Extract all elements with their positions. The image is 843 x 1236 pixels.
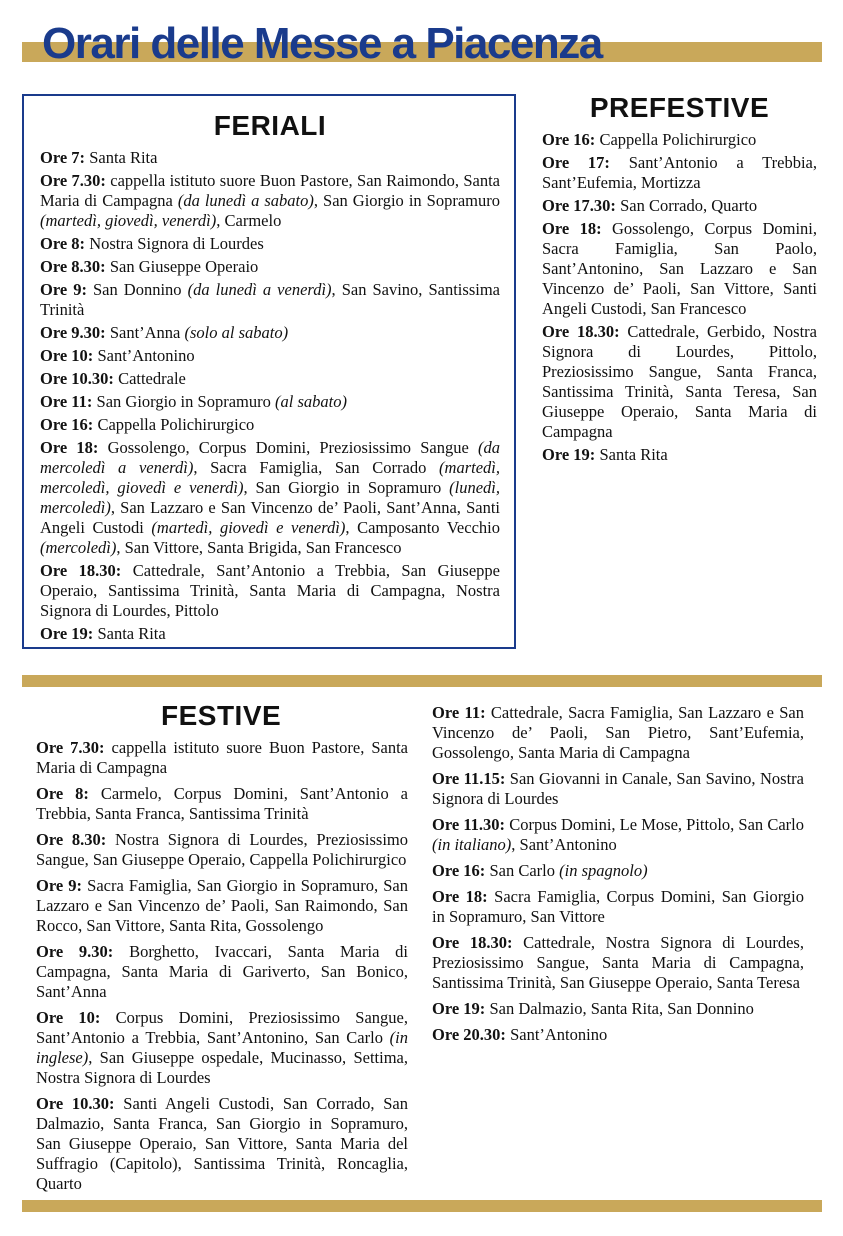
entry-time: Ore 11: (40, 392, 97, 411)
entry-time: Ore 18.30: (40, 561, 133, 580)
entry-time: Ore 9.30: (36, 942, 130, 961)
entry-text: Carmelo, Corpus Domini, Sant’Antonio a Trebbia, Santa Franca, Santissima Trinità (36, 784, 408, 823)
festive-left-list (36, 738, 408, 1194)
entry-time: Ore 11: (432, 703, 491, 722)
entry-text: , Camposanto Vecchio (345, 518, 500, 537)
entry-text: Cattedrale (118, 369, 186, 388)
schedule-entry (40, 392, 500, 412)
schedule-entry (40, 148, 500, 168)
page-title: Orari delle Messe a Piacenza (42, 19, 602, 68)
entry-text: Cattedrale, Gerbido, Nostra Signora di Lourdes, Pittolo, Preziosissimo Sangue, Santa Franca, Santissima Trinità, Santa Teresa, San Giuseppe Operaio, Santa Maria di Campagna (542, 322, 817, 441)
entry-time: Ore 10.30: (36, 1094, 124, 1113)
entry-time: Ore 16: (432, 861, 490, 880)
entry-text: Santa Rita (89, 148, 158, 167)
entry-text: , San Giorgio in Sopramuro (243, 478, 450, 497)
entry-time: Ore 19: (432, 999, 490, 1018)
schedule-entry (36, 942, 408, 1002)
entry-time: Ore 9: (40, 280, 93, 299)
entry-time: Ore 20.30: (432, 1025, 511, 1044)
section-divider-bar (22, 675, 822, 687)
entry-text: Cattedrale, Sacra Famiglia, San Lazzaro e San Vincenzo de’ Paoli, San Pietro, Sant’Eufemia, Gossolengo, Santa Maria di Campagna (432, 703, 804, 762)
entry-time: Ore 17: (542, 153, 629, 172)
entry-text: (solo al sabato) (184, 323, 289, 342)
prefestive-column (542, 92, 817, 468)
entry-text: (martedì, giovedì e venerdì) (151, 518, 346, 537)
entry-text: Sacra Famiglia, Corpus Domini, San Giorgio in Sopramuro, San Vittore (432, 887, 804, 926)
entry-text: Sant’Antonino (97, 346, 195, 365)
entry-text: San Giuseppe Operaio (109, 257, 259, 276)
schedule-entry (542, 322, 817, 442)
entry-time: Ore 8.30: (36, 830, 116, 849)
schedule-entry (542, 219, 817, 319)
feriali-heading: FERIALI (213, 110, 327, 141)
entry-text: Sant’Antonio a Trebbia, Sant’Eufemia, Mortizza (542, 153, 817, 192)
entry-time: Ore 9: (36, 876, 88, 895)
entry-text: , Sacra Famiglia, San Corrado (193, 458, 440, 477)
entry-text: (in spagnolo) (559, 861, 648, 880)
schedule-entry (542, 130, 817, 150)
entry-text: , San Lazzaro e San Vincenzo de’ Paoli, Sant’Anna, Santi Angeli Custodi (40, 498, 500, 537)
entry-time: Ore 7.30: (36, 738, 112, 757)
entry-text: (in inglese) (36, 1028, 408, 1067)
entry-time: Ore 18.30: (542, 322, 628, 341)
entry-text: Gossolengo, Corpus Domini, Sacra Famiglia, San Paolo, Sant’Antonino, San Lazzaro e San Vincenzo de’ Paoli, San Vittore, Santi Angeli Custodi, San Francesco (542, 219, 817, 318)
prefestive-heading: PREFESTIVE (589, 92, 770, 123)
entry-time: Ore 10: (40, 346, 98, 365)
schedule-entry (36, 738, 408, 778)
entry-text: Corpus Domini, Preziosissimo Sangue, Sant’Antonio a Trebbia, Sant’Antonino, San Carlo (36, 1008, 408, 1047)
schedule-entry (432, 861, 804, 881)
festive-left-column (36, 700, 408, 1200)
schedule-entry (40, 561, 500, 621)
entry-time: Ore 19: (40, 624, 98, 643)
schedule-entry (36, 830, 408, 870)
entry-text: , San Savino, Santissima Trinità (40, 280, 500, 319)
entry-text: Santi Angeli Custodi, San Corrado, San Dalmazio, Santa Franca, San Giorgio in Sopramuro, San Giuseppe Operaio, San Vittore, Santa Maria del Suffragio (Capitolo), Santissima Trinità, Roncaglia, Quarto (36, 1094, 408, 1193)
schedule-entry (40, 438, 500, 558)
schedule-entry (40, 171, 500, 231)
entry-text: (mercoledì) (40, 538, 117, 557)
entry-text: San Giovanni in Canale, San Savino, Nostra Signora di Lourdes (432, 769, 804, 808)
bottom-bar (22, 1200, 822, 1212)
entry-time: Ore 8: (36, 784, 101, 803)
schedule-entry (40, 280, 500, 320)
entry-text: (martedì, giovedì, venerdì) (40, 211, 217, 230)
feriali-list (40, 148, 500, 644)
entry-text: Cattedrale, Sant’Antonio a Trebbia, San Giuseppe Operaio, Santissima Trinità, Santa Maria di Campagna, Nostra Signora di Lourdes, Pittolo (40, 561, 500, 620)
schedule-entry (36, 784, 408, 824)
entry-text: , Carmelo (216, 211, 282, 230)
entry-text: Cappella Polichirurgico (599, 130, 757, 149)
entry-text: Sacra Famiglia, San Giorgio in Sopramuro, San Lazzaro e San Vincenzo de’ Paoli, San Raimondo, San Rocco, San Vittore, Santa Rita, Gossolengo (36, 876, 408, 935)
schedule-entry (542, 153, 817, 193)
entry-text: cappella istituto suore Buon Pastore, Santa Maria di Campagna (36, 738, 408, 777)
schedule-entry (36, 1094, 408, 1194)
schedule-entry (432, 1025, 804, 1045)
entry-time: Ore 7.30: (40, 171, 111, 190)
entry-text: Cattedrale, Nostra Signora di Lourdes, Preziosissimo Sangue, Santa Maria di Campagna, Santissima Trinità, San Giuseppe Operaio, Santa Teresa (432, 933, 804, 992)
entry-text: , San Giuseppe ospedale, Mucinasso, Settima, Nostra Signora di Lourdes (36, 1048, 408, 1087)
schedule-entry (36, 876, 408, 936)
entry-text: Santa Rita (599, 445, 668, 464)
schedule-entry (40, 234, 500, 254)
schedule-entry (432, 933, 804, 993)
schedule-entry (542, 445, 817, 465)
entry-text: (in italiano) (432, 835, 512, 854)
entry-text: Cappella Polichirurgico (97, 415, 255, 434)
entry-time: Ore 10: (36, 1008, 116, 1027)
entry-time: Ore 16: (40, 415, 98, 434)
schedule-entry (432, 769, 804, 809)
schedule-entry (40, 624, 500, 644)
entry-time: Ore 10.30: (40, 369, 119, 388)
entry-time: Ore 18: (40, 438, 108, 457)
entry-text: San Giorgio in Sopramuro (96, 392, 275, 411)
entry-time: Ore 18: (542, 219, 612, 238)
festive-right-column (432, 703, 804, 1051)
entry-time: Ore 18.30: (432, 933, 524, 952)
schedule-entry (432, 703, 804, 763)
schedule-entry (432, 815, 804, 855)
schedule-entry (432, 999, 804, 1019)
entry-text: (martedì, mercoledì, giovedì e venerdì) (40, 458, 500, 497)
entry-time: Ore 11.30: (432, 815, 510, 834)
entry-text: San Carlo (489, 861, 560, 880)
entry-text: Gossolengo, Corpus Domini, Preziosissimo Sangue (107, 438, 478, 457)
entry-text: (al sabato) (274, 392, 347, 411)
prefestive-list (542, 130, 817, 465)
schedule-entry (432, 887, 804, 927)
schedule-entry (40, 257, 500, 277)
entry-text: , Sant’Antonino (511, 835, 617, 854)
entry-time: Ore 17.30: (542, 196, 621, 215)
entry-text: Santa Rita (97, 624, 166, 643)
schedule-entry (542, 196, 817, 216)
entry-text: (da mercoledì a venerdì) (40, 438, 500, 477)
festive-right-list (432, 703, 804, 1045)
entry-text: San Corrado, Quarto (620, 196, 758, 215)
schedule-entry (40, 346, 500, 366)
festive-heading: FESTIVE (161, 700, 282, 731)
entry-text: Nostra Signora di Lourdes, Preziosissimo Sangue, San Giuseppe Operaio, Cappella Polichirurgico (36, 830, 408, 869)
entry-text: Sant’Antonino (510, 1025, 608, 1044)
entry-text: Sant’Anna (109, 323, 185, 342)
entry-text: (da lunedì a venerdì) (187, 280, 332, 299)
entry-time: Ore 11.15: (432, 769, 510, 788)
entry-text: (da lunedì a sabato) (177, 191, 314, 210)
entry-time: Ore 9.30: (40, 323, 110, 342)
schedule-entry (36, 1008, 408, 1088)
entry-text: cappella istituto suore Buon Pastore, San Raimondo, Santa Maria di Campagna (40, 171, 500, 210)
entry-time: Ore 8.30: (40, 257, 110, 276)
entry-text: , San Vittore, Santa Brigida, San Francesco (116, 538, 402, 557)
entry-text: San Donnino (93, 280, 188, 299)
schedule-entry (40, 415, 500, 435)
entry-time: Ore 7: (40, 148, 90, 167)
entry-text: San Dalmazio, Santa Rita, San Donnino (489, 999, 754, 1018)
entry-text: (lunedì, mercoledì) (40, 478, 500, 517)
entry-text: Nostra Signora di Lourdes (89, 234, 264, 253)
schedule-entry (40, 323, 500, 343)
entry-text: , San Giorgio in Sopramuro (313, 191, 500, 210)
entry-time: Ore 18: (432, 887, 495, 906)
entry-time: Ore 16: (542, 130, 600, 149)
feriali-box (22, 94, 516, 649)
entry-time: Ore 8: (40, 234, 90, 253)
entry-text: Corpus Domini, Le Mose, Pittolo, San Carlo (509, 815, 804, 834)
schedule-entry (40, 369, 500, 389)
entry-text: Borghetto, Ivaccari, Santa Maria di Campagna, Santa Maria di Gariverto, San Bonico, Sant’Anna (36, 942, 409, 1001)
entry-time: Ore 19: (542, 445, 600, 464)
